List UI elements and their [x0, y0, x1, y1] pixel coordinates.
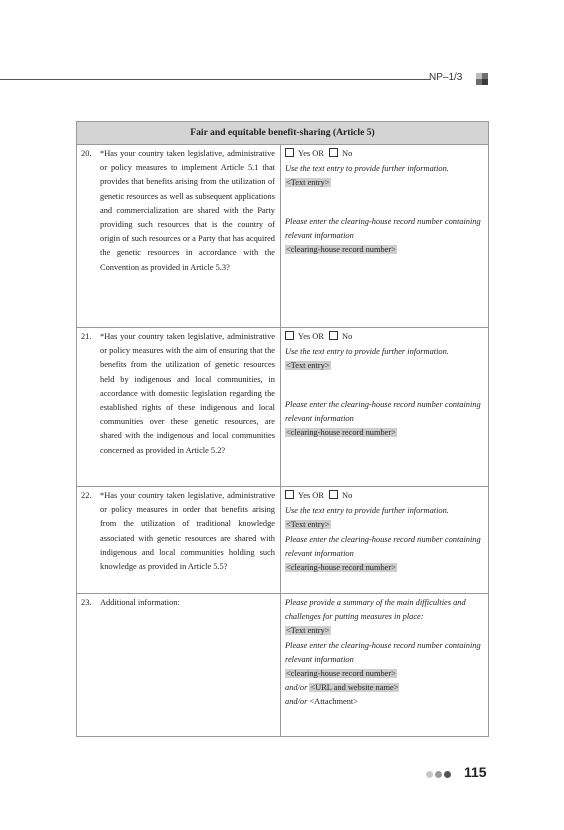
page-number: 115: [464, 764, 487, 780]
benefit-sharing-table: [76, 121, 489, 737]
url-field[interactable]: <URL and website name>: [310, 683, 399, 693]
answer-cell: [281, 487, 489, 594]
text-entry-field[interactable]: <Text entry>: [286, 520, 330, 530]
table-row: [77, 594, 489, 737]
question-cell: [77, 145, 281, 328]
no-checkbox[interactable]: [329, 148, 338, 157]
question-text: *Has your country taken legislative, administrative or policy measures to implement Article 5.1 that provides that benefits arising from the utilization of genetic resources as well as subsequent applications and commercialization are shared with the Party providing such resources that is the country of origin of such resources or a Party that has acquired the genetic resources in accordance with the Convention as provided in Article 5.3?: [100, 149, 275, 272]
text-instruction: Use the text entry to provide further information.: [285, 506, 449, 516]
header-rule: [0, 79, 430, 80]
record-number-field[interactable]: <clearing-house record number>: [286, 563, 396, 573]
table-row: [77, 145, 489, 328]
yes-label: Yes OR: [298, 491, 324, 500]
answer-cell: [281, 594, 489, 737]
yes-label: Yes OR: [298, 149, 324, 158]
answer-cell: [281, 145, 489, 328]
attachment-field[interactable]: <Attachment>: [309, 697, 358, 707]
summary-instruction: Please provide a summary of the main difficulties and challenges for putting measures in place:: [285, 598, 466, 622]
question-cell: [77, 594, 281, 737]
no-label: No: [342, 491, 353, 500]
yes-checkbox[interactable]: [285, 490, 294, 499]
table-title: Fair and equitable benefit-sharing (Article 5): [77, 122, 489, 145]
andor-label: and/or: [285, 683, 308, 693]
no-checkbox[interactable]: [329, 490, 338, 499]
record-instruction: Please enter the clearing-house record number containing relevant information: [285, 399, 481, 423]
record-number-field[interactable]: <clearing-house record number>: [286, 245, 396, 255]
text-entry-field[interactable]: <Text entry>: [286, 361, 330, 371]
question-text: *Has your country taken legislative, administrative or policy measures in order that benefits arising from the utilization of traditional knowledge associated with genetic resources are shared with indigenous and local communities holding such knowledge as provided in Article 5.5?: [100, 491, 275, 572]
yes-checkbox[interactable]: [285, 148, 294, 157]
question-number: 20.: [81, 149, 92, 158]
page-dots-icon: [426, 771, 460, 779]
record-number-field[interactable]: <clearing-house record number>: [286, 669, 396, 679]
question-number: 21.: [81, 332, 92, 341]
question-text: Additional information:: [100, 598, 180, 607]
no-label: No: [342, 332, 353, 341]
yes-label: Yes OR: [298, 332, 324, 341]
record-instruction: Please enter the clearing-house record number containing relevant information: [285, 640, 481, 664]
no-checkbox[interactable]: [329, 331, 338, 340]
question-text: *Has your country taken legislative, administrative or policy measures with the aim of ensuring that the benefits from the utilization of genetic resources held by indigenous and local communities, in accordance with domestic legislation regarding the established rights of these indigenous and local communities over these genetic resources, are shared with the indigenous and local communities concerned as provided in Article 5.2?: [100, 332, 275, 455]
question-cell: [77, 328, 281, 487]
text-entry-field[interactable]: <Text entry>: [286, 178, 330, 188]
answer-cell: [281, 328, 489, 487]
question-number: 22.: [81, 491, 92, 500]
document-code: NP–1/3: [429, 72, 463, 83]
no-label: No: [342, 149, 353, 158]
question-number: 23.: [81, 598, 92, 607]
table-row: [77, 328, 489, 487]
question-cell: [77, 487, 281, 594]
text-instruction: Use the text entry to provide further information.: [285, 164, 449, 174]
record-number-field[interactable]: <clearing-house record number>: [286, 428, 396, 438]
andor-label: and/or: [285, 697, 308, 707]
yes-checkbox[interactable]: [285, 331, 294, 340]
table-row: [77, 487, 489, 594]
text-entry-field[interactable]: <Text entry>: [286, 626, 330, 636]
header-squares-icon: [476, 73, 488, 85]
record-instruction: Please enter the clearing-house record number containing relevant information: [285, 216, 481, 240]
text-instruction: Use the text entry to provide further information.: [285, 347, 449, 357]
record-instruction: Please enter the clearing-house record number containing relevant information: [285, 534, 481, 558]
